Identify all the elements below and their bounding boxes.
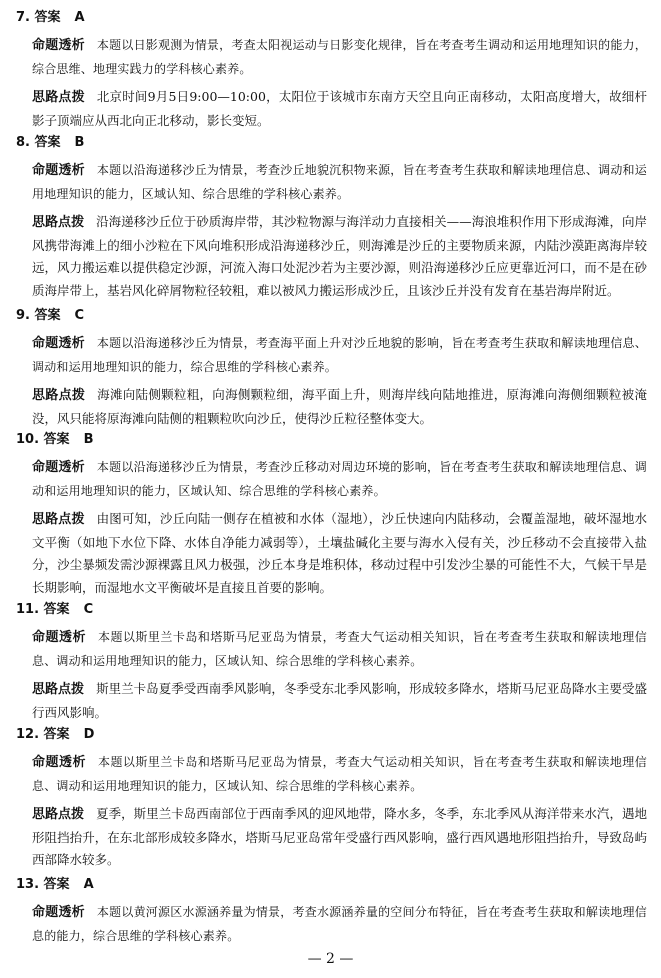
hint-label: 思路点拨 (32, 807, 85, 822)
answer-label: 13. 答案 (16, 877, 70, 892)
hint-text: 由图可知，沙丘向陆一侧存在植被和水体（湿地），沙丘快速向内陆移动，会覆盖湿地，破坏湿地水文平衡（如地下水位下降、水体自净能力减弱等），土壤盐碱化主要与海水入侵有关，沙丘移动不会直接带入盐分，沙尘暴频发需沙源裸露且风力极强，沙丘本身是堆积体，移动过程中引发沙尘暴的可能性不大，气候干旱是长期影响，而湿地水文平衡破坏是直接且首要的影响。 (32, 511, 647, 595)
intent-text: 本题以斯里兰卡岛和塔斯马尼亚岛为情景，考查大气运动相关知识，旨在考查考生获取和解读地理信息、调动和运用地理知识的能力，区域认知、综合思维的学科核心素养。 (32, 755, 647, 793)
intent-label: 命题透析 (32, 336, 85, 351)
hint-label: 思路点拨 (32, 512, 85, 527)
answer-letter: C (83, 602, 94, 617)
answer-letter: B (83, 432, 94, 447)
answer-letter: C (74, 308, 85, 323)
answer-letter: D (83, 727, 95, 742)
answer-line (16, 133, 647, 153)
hint-label: 思路点拨 (32, 388, 86, 403)
intent-paragraph (32, 626, 647, 672)
intent-text: 本题以沿海递移沙丘为情景，考查沙丘地貌沉积物来源，旨在考查考生获取和解读地理信息、调动和运用地理知识的能力，区域认知、综合思维的学科核心素养。 (32, 163, 647, 201)
intent-label: 命题透析 (32, 38, 85, 53)
answer-label: 9. 答案 (16, 308, 61, 323)
intent-label: 命题透析 (32, 163, 85, 178)
hint-text: 海滩向陆侧颗粒粗，向海侧颗粒细，海平面上升，则海岸线向陆地推进，原海滩向海侧细颗粒被淹没，风只能将原海滩向陆侧的粗颗粒吹向沙丘，使得沙丘粒径整体变大。 (32, 387, 647, 426)
intent-text: 本题以沿海递移沙丘为情景，考查沙丘移动对周边环境的影响，旨在考查考生获取和解读地理信息、调动和运用地理知识的能力，区域认知、综合思维的学科核心素养。 (32, 460, 647, 498)
intent-label: 命题透析 (32, 460, 85, 475)
question-11 (16, 600, 647, 724)
question-9 (16, 306, 647, 430)
hint-paragraph (32, 803, 647, 872)
answer-line (16, 600, 647, 620)
question-12 (16, 725, 647, 872)
hint-text: 夏季，斯里兰卡岛西南部位于西南季风的迎风地带，降水多，冬季，东北季风从海洋带来水汽，遇地形阻挡抬升，在东北部形成较多降水，塔斯马尼亚岛常年受盛行西风影响，盛行西风遇地形阻挡抬升，导致岛屿西部降水较多。 (32, 806, 647, 867)
intent-paragraph (32, 751, 647, 797)
intent-paragraph (32, 456, 647, 502)
answer-label: 7. 答案 (16, 10, 61, 25)
hint-text: 斯里兰卡岛夏季受西南季风影响，冬季受东北季风影响，形成较多降水，塔斯马尼亚岛降水主要受盛行西风影响。 (32, 681, 647, 720)
answer-letter: B (74, 135, 85, 150)
intent-text: 本题以黄河源区水源涵养量为情景，考查水源涵养量的空间分布特征，旨在考查考生获取和解读地理信息的能力，综合思维的学科核心素养。 (32, 905, 647, 943)
answer-line (16, 430, 647, 450)
hint-label: 思路点拨 (32, 90, 85, 105)
hint-paragraph (32, 508, 647, 599)
hint-text: 北京时间9月5日9:00—10:00，太阳位于该城市东南方天空且向正南移动，太阳高度增大，故细杆影子顶端应从西北向正北移动，影长变短。 (32, 89, 647, 128)
hint-label: 思路点拨 (32, 215, 85, 230)
answer-line (16, 306, 647, 326)
answer-letter: A (83, 877, 94, 892)
question-10 (16, 430, 647, 599)
hint-label: 思路点拨 (32, 682, 85, 697)
hint-paragraph (32, 678, 647, 724)
intent-paragraph (32, 901, 647, 947)
answer-label: 11. 答案 (16, 602, 70, 617)
intent-label: 命题透析 (32, 905, 85, 920)
answer-line (16, 8, 647, 28)
intent-text: 本题以斯里兰卡岛和塔斯马尼亚岛为情景，考查大气运动相关知识，旨在考查考生获取和解读地理信息、调动和运用地理知识的能力，区域认知、综合思维的学科核心素养。 (32, 630, 647, 668)
hint-paragraph (32, 86, 647, 132)
page-number: — 2 — (307, 951, 354, 967)
intent-paragraph (32, 332, 647, 378)
intent-text: 本题以沿海递移沙丘为情景，考查海平面上升对沙丘地貌的影响，旨在考查考生获取和解读地理信息、调动和运用地理知识的能力，综合思维的学科核心素养。 (32, 336, 647, 374)
answer-line (16, 875, 647, 895)
answer-label: 12. 答案 (16, 727, 70, 742)
answer-letter: A (74, 10, 85, 25)
intent-text: 本题以日影观测为情景，考查太阳视运动与日影变化规律，旨在考查考生调动和运用地理知识的能力，综合思维、地理实践力的学科核心素养。 (32, 38, 647, 76)
hint-paragraph (32, 211, 647, 302)
hint-text: 沿海递移沙丘位于砂质海岸带，其沙粒物源与海洋动力直接相关——海浪堆积作用下形成海滩，向岸风携带海滩上的细小沙粒在下风向堆积形成沿海递移沙丘，则海滩是沙丘的主要物质来源，内陆沙漠距离海岸较远，风力搬运难以提供稳定沙源，河流入海口处泥沙若为主要沙源，则沿海递移沙丘应更靠近河口，而不是在砂质海岸带上，基岩风化碎屑物粒径较粗，难以被风力搬运形成沙丘，且该沙丘并没有发育在基岩海岸附近。 (32, 214, 647, 298)
answer-label: 8. 答案 (16, 135, 61, 150)
question-8 (16, 133, 647, 302)
answer-label: 10. 答案 (16, 432, 70, 447)
intent-label: 命题透析 (32, 755, 86, 770)
question-7 (16, 8, 647, 132)
intent-label: 命题透析 (32, 630, 86, 645)
hint-paragraph (32, 384, 647, 430)
intent-paragraph (32, 159, 647, 205)
question-13 (16, 875, 647, 947)
answer-line (16, 725, 647, 745)
intent-paragraph (32, 34, 647, 80)
